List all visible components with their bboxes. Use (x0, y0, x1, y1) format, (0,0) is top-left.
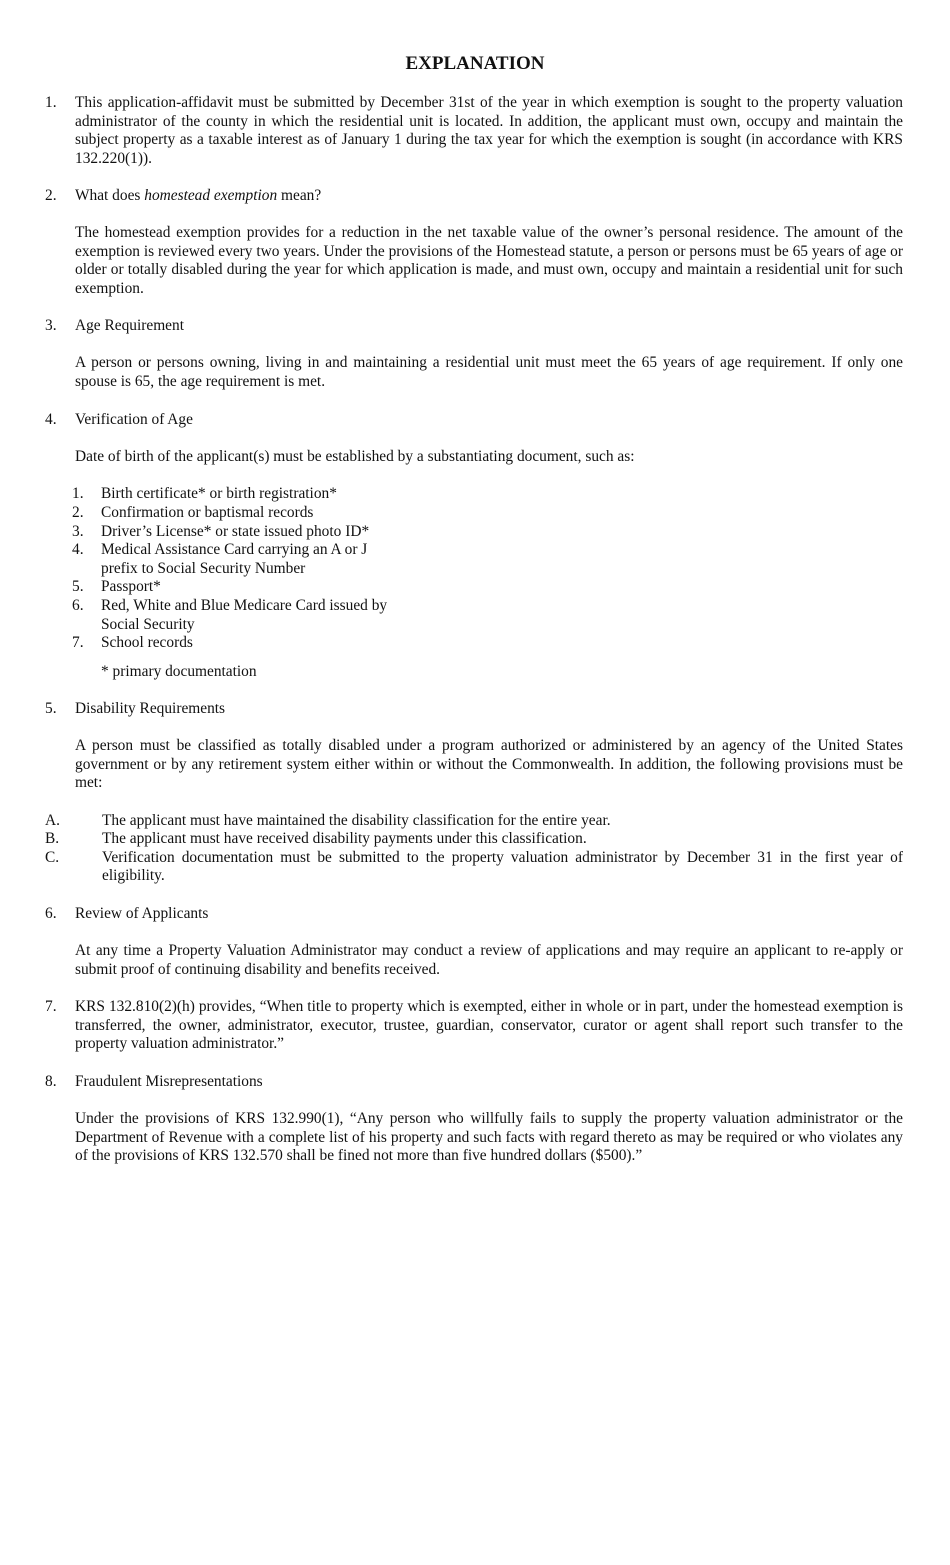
list-item-text: Birth certificate* or birth registration* (101, 485, 337, 503)
item-number: 7. (45, 998, 57, 1015)
list-item (45, 597, 401, 634)
explanation-item-4 (45, 411, 903, 681)
list-item (45, 541, 401, 578)
list-item (45, 634, 401, 653)
list-item-text: Confirmation or baptismal records (101, 503, 314, 521)
item-number: 5. (45, 700, 57, 717)
item-number: 2. (45, 187, 57, 204)
explanation-item-2 (45, 187, 903, 299)
item-text: The homestead exemption provides for a reduction in the net taxable value of the owner’s personal residence. The amount of the exemption is reviewed every two years. Under the provisions of the Homestead statute, a person or persons must be 65 years of age or older or totally disabled during the year for which application is made, and must own, occupy and maintain a residential unit for such exemption. (75, 224, 903, 297)
list-item (45, 523, 401, 542)
page-title: EXPLANATION (405, 53, 545, 74)
footnote: * primary documentation (101, 662, 257, 680)
age-documents-list (45, 485, 903, 652)
item-heading: Fraudulent Misrepresentations (75, 1073, 263, 1090)
item-text: Date of birth of the applicant(s) must be established by a substantiating document, such as: (75, 448, 635, 466)
list-item-text: School records (101, 634, 193, 652)
list-item-letter: C. (45, 848, 60, 866)
list-item (45, 849, 903, 886)
heading-text: mean? (277, 187, 322, 204)
explanation-item-7 (45, 998, 903, 1054)
item-number: 1. (45, 94, 57, 111)
list-item-number: 6. (72, 596, 84, 614)
explanation-item-3 (45, 317, 903, 391)
item-text: KRS 132.810(2)(h) provides, “When title to property which is exempted, either in whole or in part, under the homestead exemption is transferred, the owner, administrator, executor, trustee, guardian, conservator, curator or agent shall report such transfer to the property valuation administrator.” (75, 998, 903, 1053)
item-heading: Review of Applicants (75, 905, 209, 922)
item-number: 4. (45, 411, 57, 428)
heading-emphasis: homestead exemption (144, 187, 278, 204)
list-item-text: The applicant must have received disability payments under this classification. (102, 830, 587, 848)
list-item (45, 485, 401, 504)
list-item-letter: A. (45, 811, 60, 829)
list-item-number: 2. (72, 503, 84, 521)
item-number: 8. (45, 1073, 57, 1090)
list-item-number: 5. (72, 578, 84, 596)
explanation-item-6 (45, 905, 903, 979)
list-item (45, 830, 903, 849)
heading-text: What does (75, 187, 145, 204)
item-text: A person must be classified as totally disabled under a program authorized or administered by an agency of the United States government or by any retirement system either within or without the Commonwealth. In addition, the following provisions must be met: (75, 737, 903, 792)
list-item (45, 504, 401, 523)
item-text: This application-affidavit must be submitted by December 31st of the year in which exemption is sought to the property valuation administrator of the county in which the residential unit is located. In addition, the applicant must own, occupy and maintain the subject property as a taxable interest as of January 1 during the tax year for which the exemption is sought (in accordance with KRS 132.220(1)). (75, 94, 903, 167)
list-item (45, 812, 903, 831)
list-item-number: 7. (72, 634, 84, 652)
item-number: 6. (45, 905, 57, 922)
list-item-text: Medical Assistance Card carrying an A or J prefix to Social Security Number (101, 541, 368, 577)
item-heading: Age Requirement (75, 317, 184, 334)
list-item-number: 4. (72, 541, 84, 559)
item-text: A person or persons owning, living in and maintaining a residential unit must meet the 65 years of age requirement. If only one spouse is 65, the age requirement is met. (75, 354, 903, 390)
list-item-text: The applicant must have maintained the disability classification for the entire year. (102, 811, 611, 829)
item-text: Under the provisions of KRS 132.990(1), “Any person who willfully fails to supply the property valuation administrator or the Department of Revenue with a complete list of his property and such facts with regard thereto as may be required or who violates any of the provisions of KRS 132.570 shall be fined not more than five hundred dollars ($500).” (75, 1110, 903, 1165)
list-item-number: 1. (72, 485, 84, 503)
list-item-text: Red, White and Blue Medicare Card issued by Social Security (101, 596, 388, 633)
list-item-number: 3. (72, 522, 84, 540)
list-item-text: Driver’s License* or state issued photo ID* (101, 522, 370, 540)
list-item-text: Passport* (101, 578, 161, 596)
item-text: At any time a Property Valuation Administrator may conduct a review of applications and may require an applicant to re-apply or submit proof of continuing disability and benefits received. (75, 942, 903, 978)
item-heading: Disability Requirements (75, 700, 226, 717)
explanation-item-1 (45, 94, 903, 168)
disability-provisions-list (45, 812, 903, 886)
list-item-text: Verification documentation must be submitted to the property valuation administrator by December 31 in the first year of eligibility. (102, 848, 903, 885)
item-heading (75, 187, 903, 206)
explanation-item-5 (45, 700, 903, 886)
item-number: 3. (45, 317, 57, 334)
list-item-letter: B. (45, 830, 60, 848)
explanation-item-8 (45, 1073, 903, 1166)
list-item (45, 578, 401, 597)
item-heading: Verification of Age (75, 411, 193, 428)
